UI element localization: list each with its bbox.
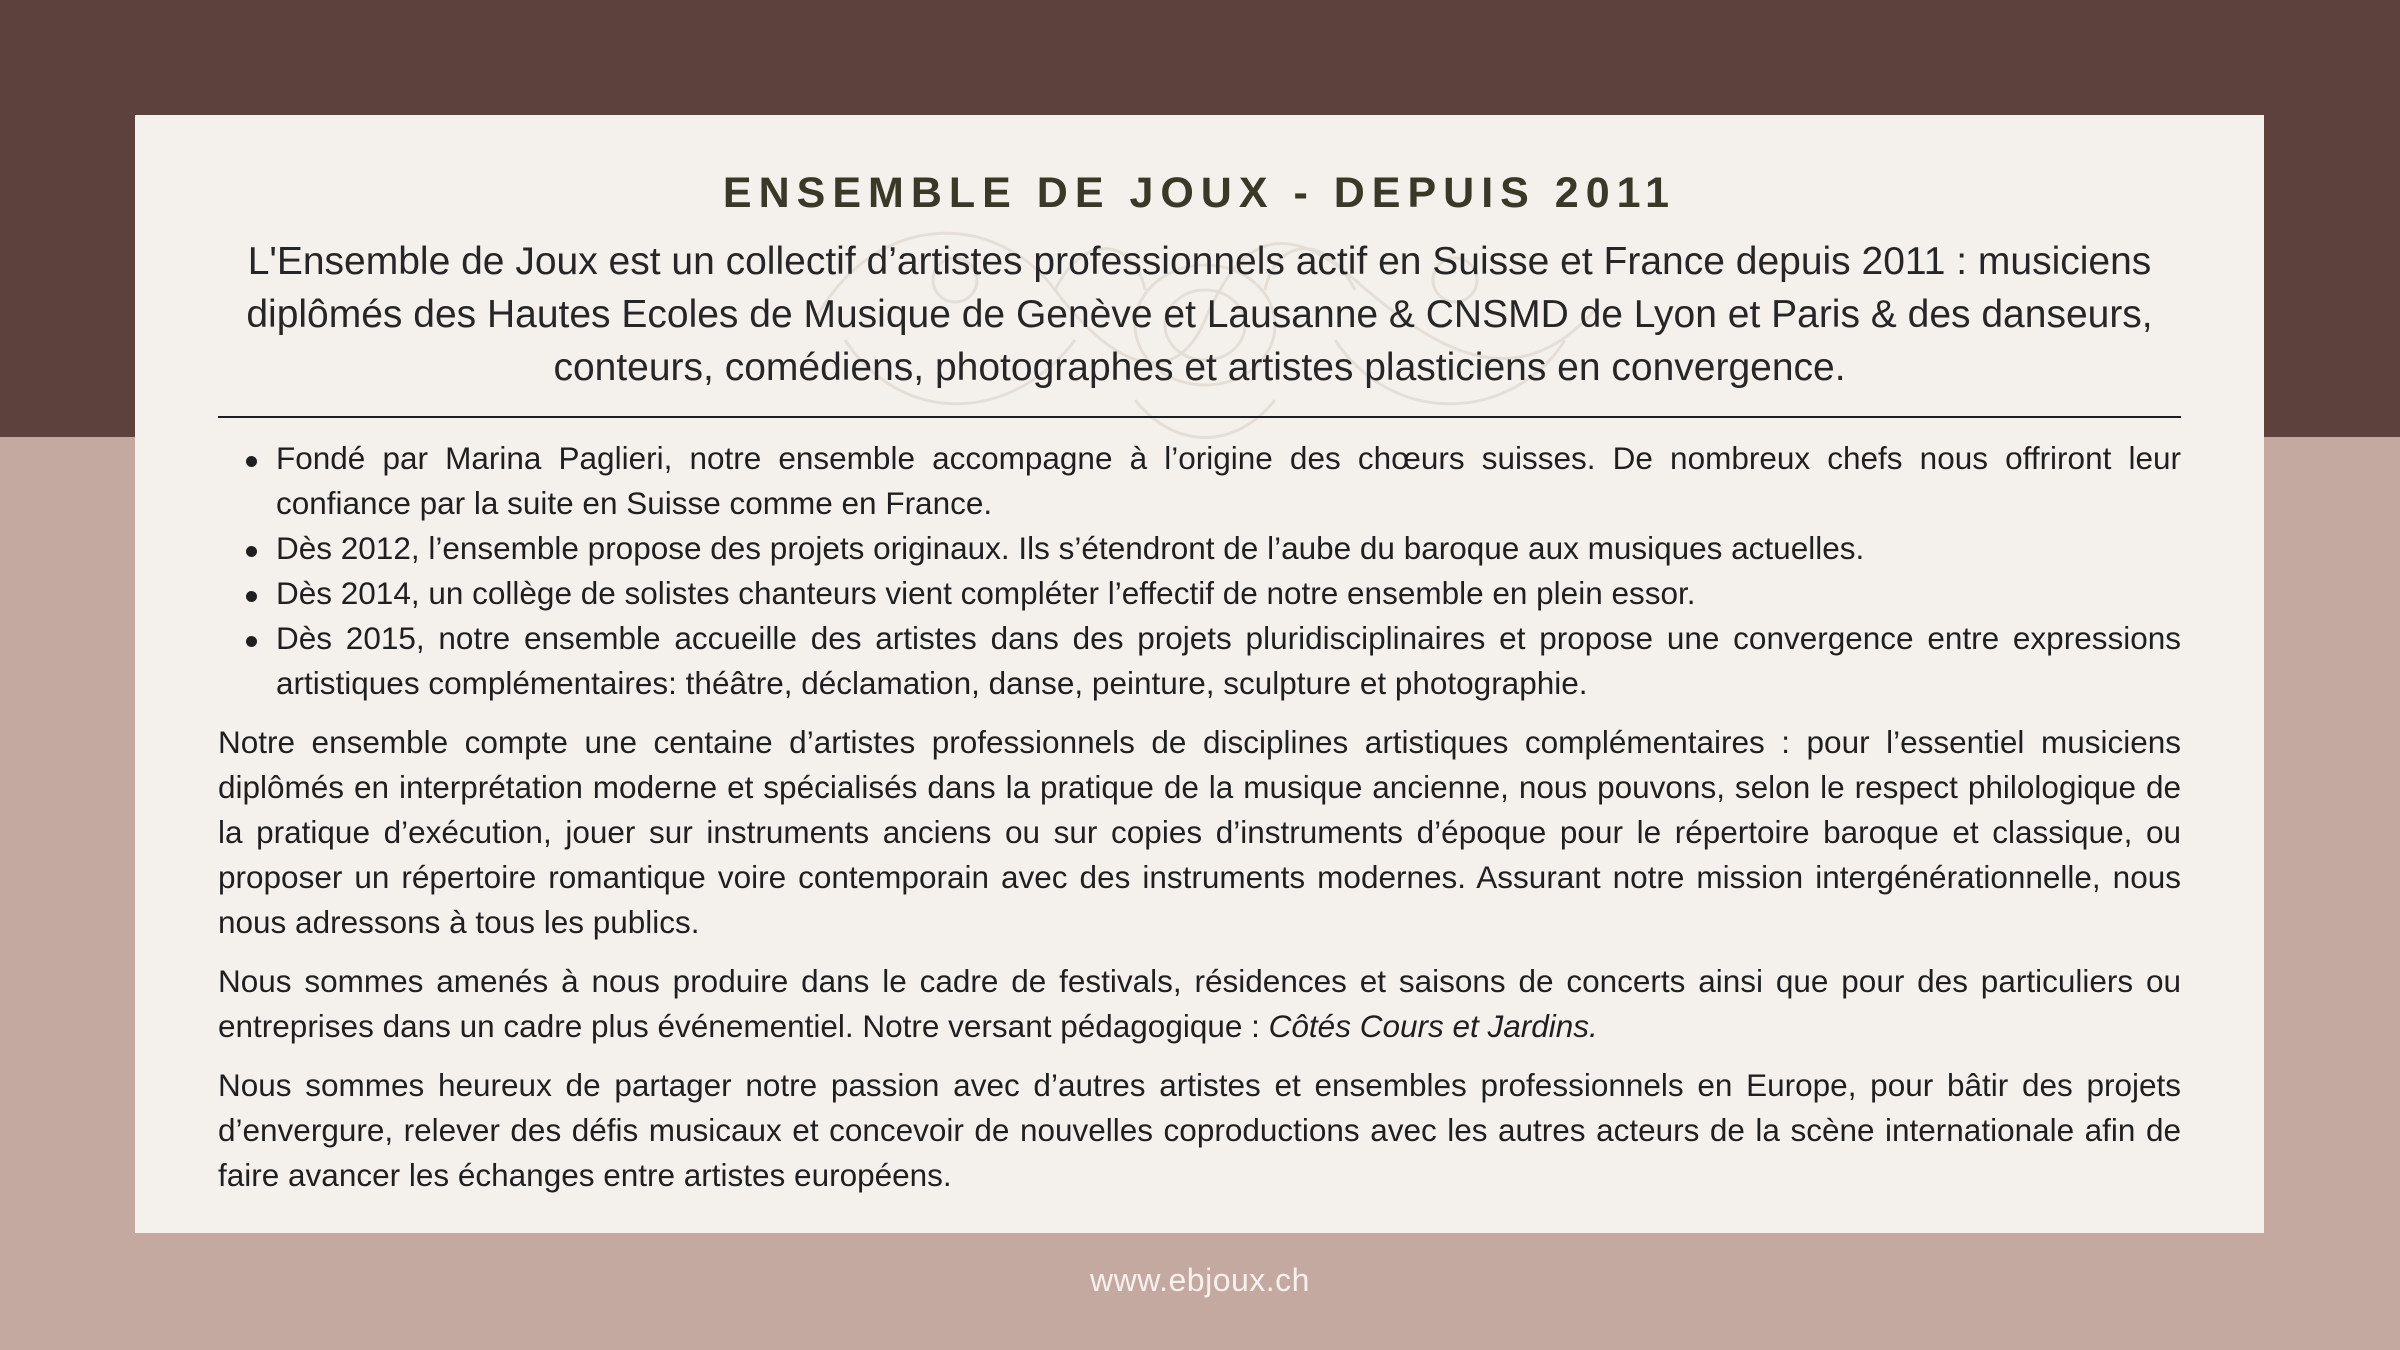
list-item: [218, 436, 2181, 526]
paragraph-collaborations: Nous sommes heureux de partager notre passion avec d’autres artistes et ensembles professionnels en Europe, pour bâtir des projets d’envergure, relever des défis musicaux et concevoir de nouvelles coproductions avec les autres acteurs de la scène internationale afin de faire avancer les échanges entre artistes européens.: [218, 1067, 2181, 1193]
website-url[interactable]: www.ebjoux.ch: [1090, 1262, 1310, 1298]
list-item: [218, 571, 2181, 616]
list-item: [218, 526, 2181, 571]
bullet-icon: [246, 636, 257, 647]
pedagogy-name: Côtés Cours et Jardins.: [1268, 1008, 1598, 1044]
paragraph-performances-text: Nous sommes amenés à nous produire dans le cadre de festivals, résidences et saisons de concerts ainsi que pour des particuliers ou entreprises dans un cadre plus événementiel. Notre versant pédagogique :: [218, 963, 2181, 1044]
page-title: ENSEMBLE DE JOUX - DEPUIS 2011: [722, 169, 1677, 217]
bullet-icon: [246, 546, 257, 557]
paragraph-performances: [218, 959, 2181, 1049]
list-item-text: Dès 2012, l’ensemble propose des projets originaux. Ils s’étendront de l’aube du baroque aux musiques actuelles.: [276, 530, 1865, 566]
bullet-icon: [246, 456, 257, 467]
history-list: [218, 436, 2181, 706]
divider: [218, 416, 2181, 418]
list-item-text: Dès 2015, notre ensemble accueille des artistes dans des projets pluridisciplinaires et propose une convergence entre expressions artistiques complémentaires: théâtre, déclamation, danse, peinture, sculpture et photographie.: [276, 620, 2181, 701]
list-item-text: Fondé par Marina Paglieri, notre ensemble accompagne à l’origine des chœurs suisses. De nombreux chefs nous offriront leur confiance par la suite en Suisse comme en France.: [276, 440, 2181, 521]
list-item-text: Dès 2014, un collège de solistes chanteurs vient compléter l’effectif de notre ensemble en plein essor.: [276, 575, 1696, 611]
paragraph-artists: Notre ensemble compte une centaine d’artistes professionnels de disciplines artistiques complémentaires : pour l’essentiel musiciens diplômés en interprétation moderne et spécialisés dans la pratique de la musique ancienne, nous pouvons, selon le respect philologique de la pratique d’exécution, jouer sur instruments anciens ou sur copies d’instruments d’époque pour le répertoire baroque et classique, ou proposer un répertoire romantique voire contemporain avec des instruments modernes. Assurant notre mission intergénérationnelle, nous nous adressons à tous les publics.: [218, 724, 2181, 940]
list-item: [218, 616, 2181, 706]
bullet-icon: [246, 591, 257, 602]
content-card: [135, 115, 2264, 1233]
intro-text: L'Ensemble de Joux est un collectif d’artistes professionnels actif en Suisse et France depuis 2011 : musiciens diplômés des Hautes Ecoles de Musique de Genève et Lausanne & CNSMD de Lyon et Paris & des danseurs, conteurs, comédiens, photographes et artistes plasticiens en convergence.: [246, 240, 2153, 389]
